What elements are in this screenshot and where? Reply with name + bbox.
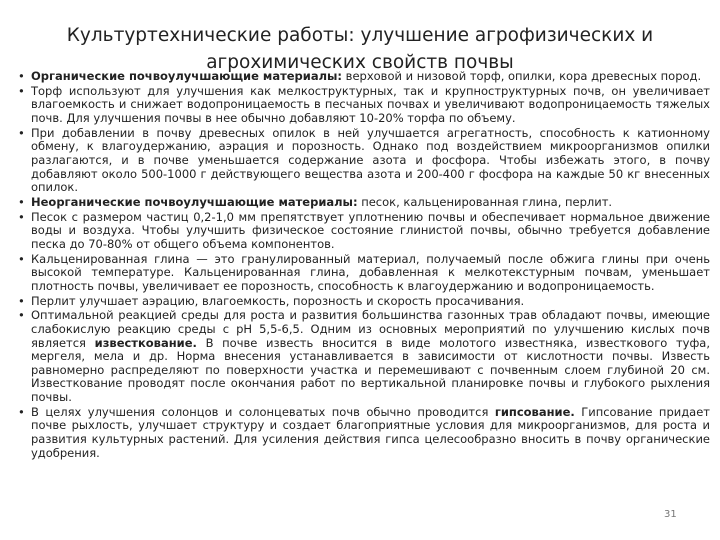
bullet-liming (18, 309, 710, 404)
bullet-dot-icon: • (18, 251, 25, 266)
bullet-bold: известкование. (94, 335, 197, 350)
bullet-bold: Неорганические почвоулучшающие материалы: (31, 194, 358, 209)
bullet-dot-icon: • (18, 404, 25, 419)
bullet-text-after: Гипсование придает почве рыхлость, улучшает структуру и создает благоприятные условия для микроорганизмов, для роста и развития культурных растений. Для усиления действия гипса целесообразно вносить в почву органические удобрения. (31, 404, 710, 460)
bullet-dot-icon: • (18, 69, 25, 83)
bullet-gypsum (18, 406, 710, 460)
page-number: 31 (664, 509, 677, 520)
bullet-bold: гипсование. (494, 404, 575, 419)
bullet-text: верховой и низовой торф, опилки, кора древесных пород. (342, 69, 702, 83)
bullet-bold: Органические почвоулучшающие материалы: (31, 69, 343, 83)
bullet-text: В целях улучшения солонцов и солонцеватых почв обычно проводится (31, 404, 495, 419)
bullet-dot-icon: • (18, 194, 25, 209)
bullet-sawdust (18, 127, 710, 195)
bullet-organic-materials (18, 70, 710, 84)
bullet-text: Кальценированная глина — это гранулированный материал, получаемый после обжига глины при очень высокой температуре. Кальценированная глина, добавленная к мелкотекстурным почвам, уменьшает плотность почвы, увеличивает ее порозность, способность к влагоудержанию и водопроницаемость. (31, 251, 710, 293)
bullet-text: При добавлении в почву древесных опилок в ней улучшается агрегатность, способность к катионному обмену, к влагоудержанию, аэрация и порозность. Однако под воздействием микроорганизмов опилки разлагаются, и в почве уменьшается содержание азота и фосфора. Чтобы избежать этого, в почву добавляют около 500-1000 г действующего вещества азота и 200-400 г фосфора на каждые 50 кг внесенных опилок. (31, 125, 710, 195)
bullet-list (18, 70, 710, 461)
bullet-dot-icon: • (18, 293, 25, 308)
bullet-dot-icon: • (18, 83, 25, 98)
bullet-text: Торф используют для улучшения как мелкоструктурных, так и крупноструктурных почв, он увеличивает влагоемкость и снижает водопроницаемость в песчаных почвах и увеличивают водопроницаемость тяжелых почв. Для улучшения почвы в нее обычно добавляют 10-20% торфа по объему. (31, 83, 710, 125)
bullet-dot-icon: • (18, 308, 25, 323)
bullet-inorganic-materials (18, 196, 710, 210)
bullet-text: песок, кальценированная глина, перлит. (357, 194, 613, 209)
bullet-text-after: В почве известь вносится в виде молотого известняка, известкового туфа, мергеля, мела и др. Норма внесения устанавливается в зависимости от кислотности почвы. Известь равномерно распределяют по поверхности участка и перемешивают с почвенным слоем глубиной 20 см. Известкование проводят после окончания работ по вертикальной планировке почвы и глубокого рыхления почвы. (31, 335, 710, 404)
bullet-sand (18, 211, 710, 252)
bullet-calcined-clay (18, 253, 710, 294)
bullet-text: Перлит улучшает аэрацию, влагоемкость, порозность и скорость просачивания. (31, 293, 525, 308)
bullet-text: Оптимальной реакцией среды для роста и развития большинства газонных трав обладают почвы, имеющие слабокислую реакцию среды с рН 5,5-6,5. Одним из основных мероприятий по улучшению кислых почв является (31, 308, 710, 350)
bullet-perlite (18, 295, 710, 309)
bullet-peat (18, 85, 710, 126)
bullet-text: Песок с размером частиц 0,2-1,0 мм препятствует уплотнению почвы и обеспечивает нормальное движение воды и воздуха. Чтобы улучшить физическое состояние глинистой почвы, обычно требуется добавление песка до 70-80% от общего объема компонентов. (31, 209, 710, 251)
title-line-1: Культуртехнические работы: улучшение агрофизических и (66, 25, 654, 47)
title-line-2: агрохимических свойств почвы (206, 52, 514, 74)
bullet-dot-icon: • (18, 125, 25, 140)
bullet-dot-icon: • (18, 209, 25, 224)
